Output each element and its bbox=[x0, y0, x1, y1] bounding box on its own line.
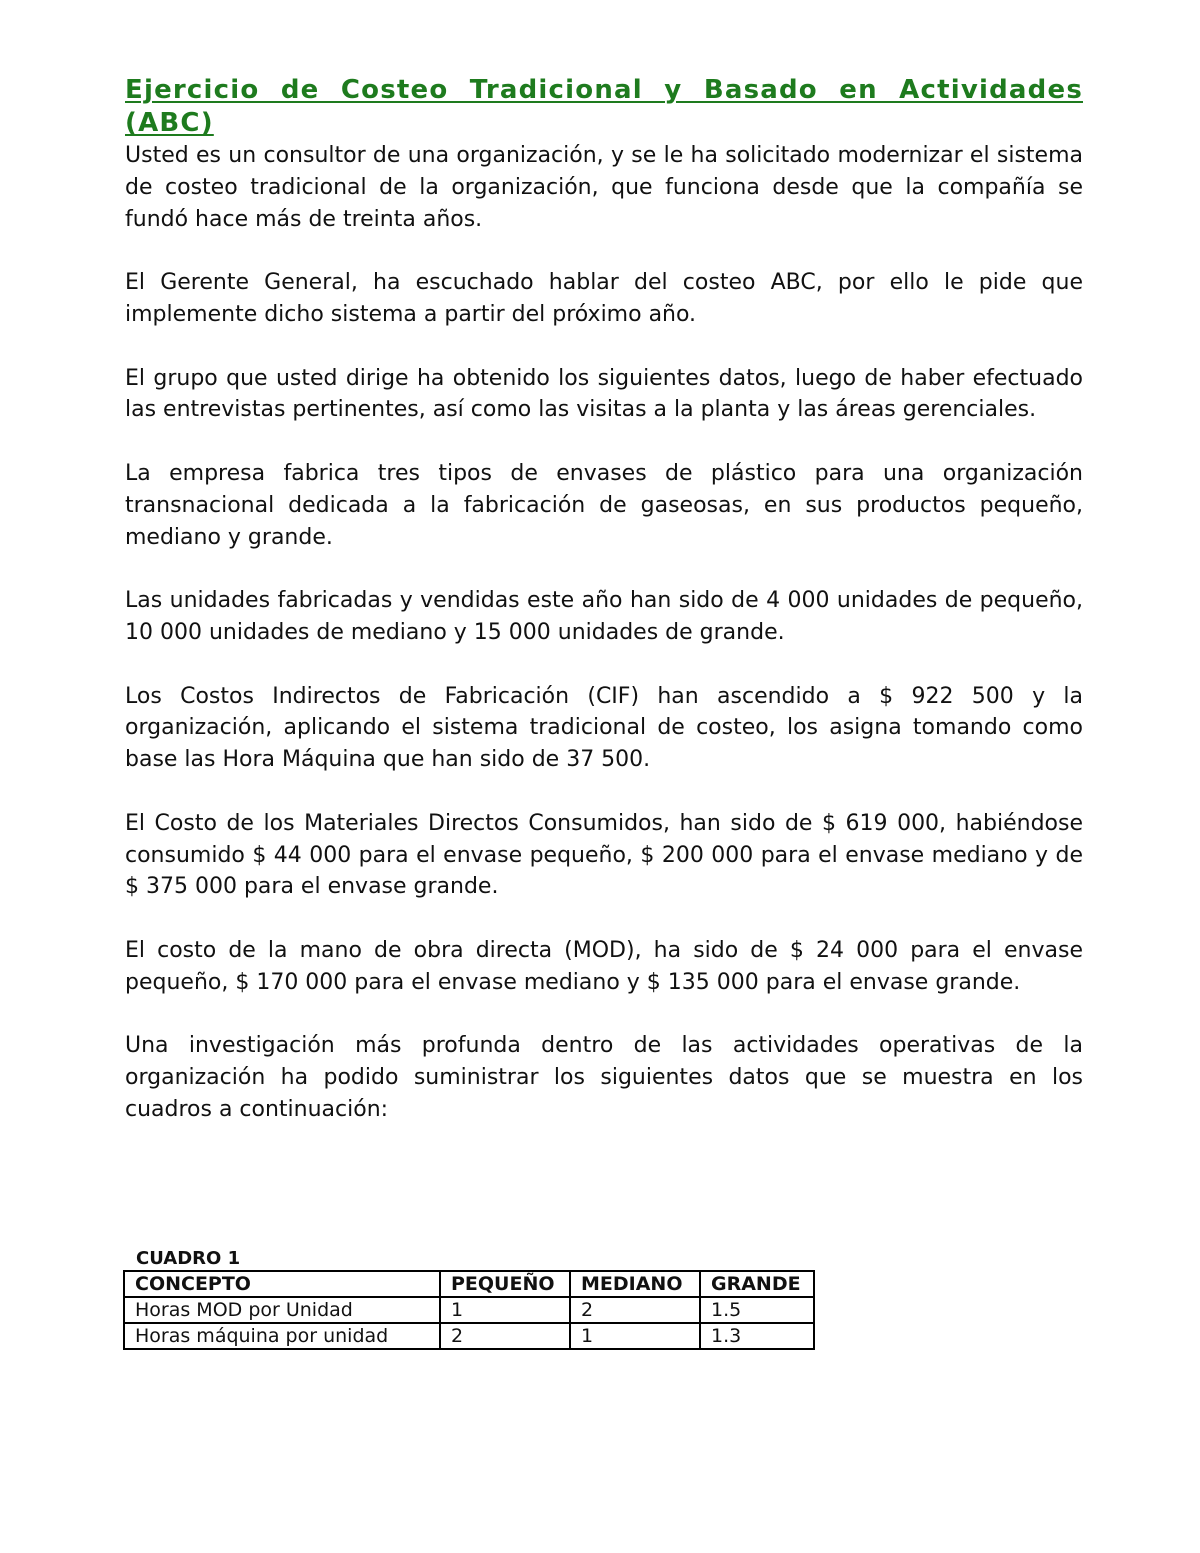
header-concepto: CONCEPTO bbox=[124, 1271, 440, 1297]
cell-concepto: Horas MOD por Unidad bbox=[124, 1297, 440, 1323]
document-page bbox=[125, 74, 1083, 1158]
paragraph-5: Las unidades fabricadas y vendidas este año han sido de 4 000 unidades de pequeño, 10 000 unidades de mediano y 15 000 unidades de grande. bbox=[125, 588, 1083, 645]
paragraph-3: El grupo que usted dirige ha obtenido los siguientes datos, luego de haber efectuado las entrevistas pertinentes, así como las visitas a la planta y las áreas gerenciales. bbox=[125, 365, 1083, 423]
header-mediano: MEDIANO bbox=[570, 1271, 700, 1297]
paragraph-7: El Costo de los Materiales Directos Consumidos, han sido de $ 619 000, habiéndose consumido $ 44 000 para el envase pequeño, $ 200 000 para el envase mediano y de $ 375 000 para el envase grande. bbox=[125, 810, 1083, 900]
paragraph-9: Una investigación más profunda dentro de las actividades operativas de la organización ha podido suministrar los siguientes datos que se muestra en los cuadros a continuación: bbox=[125, 1033, 1083, 1122]
cell-grande: 1.3 bbox=[700, 1323, 814, 1349]
table-caption: CUADRO 1 bbox=[136, 1248, 241, 1269]
cell-mediano: 1 bbox=[570, 1323, 700, 1349]
cell-grande: 1.5 bbox=[700, 1297, 814, 1323]
paragraph-6: Los Costos Indirectos de Fabricación (CIF) han ascendido a $ 922 500 y la organización, aplicando el sistema tradicional de costeo, los asigna tomando como base las Hora Máquina que han sido de 37 500. bbox=[125, 683, 1083, 773]
paragraph-8: El costo de la mano de obra directa (MOD), ha sido de $ 24 000 para el envase pequeño, $ 170 000 para el envase mediano y $ 135 000 para el envase grande. bbox=[125, 937, 1083, 995]
cell-mediano: 2 bbox=[570, 1297, 700, 1323]
paragraph-4: La empresa fabrica tres tipos de envases de plástico para una organización transnacional dedicada a la fabricación de gaseosas, en sus productos pequeño, mediano y grande. bbox=[125, 460, 1083, 550]
document-title: Ejercicio de Costeo Tradicional y Basado en Actividades (ABC) bbox=[125, 75, 1083, 138]
header-pequeno: PEQUEÑO bbox=[440, 1271, 570, 1297]
cell-pequeno: 2 bbox=[440, 1323, 570, 1349]
data-table bbox=[123, 1270, 815, 1350]
header-grande: GRANDE bbox=[700, 1271, 814, 1297]
paragraph-1: Usted es un consultor de una organización, y se le ha solicitado modernizar el sistema de costeo tradicional de la organización, que funciona desde que la compañía se fundó hace más de treinta años. bbox=[125, 143, 1083, 232]
paragraph-2: El Gerente General, ha escuchado hablar del costeo ABC, por ello le pide que implemente dicho sistema a partir del próximo año. bbox=[125, 270, 1083, 327]
table-row bbox=[124, 1297, 814, 1323]
table-row bbox=[124, 1323, 814, 1349]
cell-concepto: Horas máquina por unidad bbox=[124, 1323, 440, 1349]
cell-pequeno: 1 bbox=[440, 1297, 570, 1323]
table-header-row bbox=[124, 1271, 814, 1297]
cuadro-1 bbox=[123, 1248, 815, 1350]
